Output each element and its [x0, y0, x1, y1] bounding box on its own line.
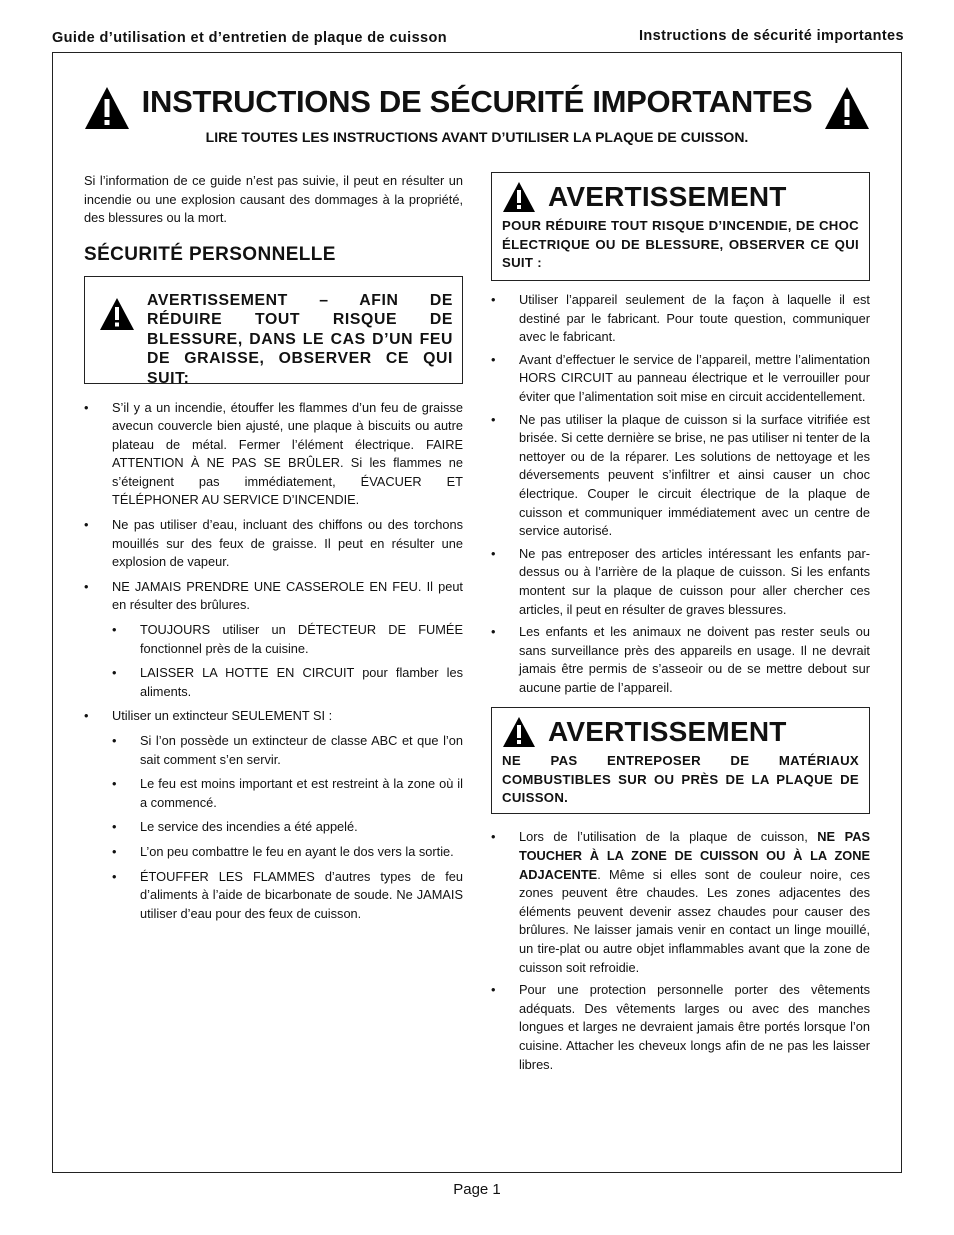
list-item: • L’on peu combattre le feu en ayant le dos vers la sortie.: [84, 843, 463, 862]
cooking-zone-list: [491, 828, 870, 1074]
extinguisher-list: [84, 707, 463, 726]
left-column: [84, 172, 463, 923]
warning-triangle-icon: [502, 181, 536, 213]
list-item: • S’il y a un incendie, étouffer les flammes d’un feu de graisse avecun couvercle bien ajusté, une plaque à biscuits ou autre plateau de métal. Fermer l’élément électrique. FAIRE ATTENTION À NE PAS SE BRÛLER. Si les flammes ne s’éteignent pas immédiatement, ÉVACUER ET TÉLÉPHONER AU SERVICE D’INCENDIE.: [84, 399, 463, 511]
grease-fire-warning-box: [84, 276, 463, 387]
header-section-title: Instructions de sécurité importantes: [639, 28, 904, 44]
warning-text: AVERTISSEMENT – AFIN DE RÉDUIRE TOUT RISQUE DE BLESSURE, DANS LE CAS D’UN FEU DE GRAISSE, OBSERVER CE QUI SUIT:: [147, 291, 453, 387]
list-item: • Ne pas utiliser d’eau, incluant des chiffons ou des torchons mouillés sur des feux de graisse. Il peut en résulter une explosion de vapeur.: [84, 516, 463, 572]
list-item: • NE JAMAIS PRENDRE UNE CASSEROLE EN FEU. Il peut en résulter des brûlures.: [84, 578, 463, 615]
warning-label: AVERTISSEMENT: [548, 716, 787, 748]
bullet-text: Lors de l’utilisation de la plaque de cuisson,: [519, 829, 818, 845]
warning-triangle-icon: [84, 86, 130, 130]
page-number: Page 1: [453, 1181, 501, 1198]
warning-text: POUR RÉDUIRE TOUT RISQUE D’INCENDIE, DE CHOC ÉLECTRIQUE OU DE BLESSURE, OBSERVER CE QUI SUIT :: [502, 218, 859, 270]
safety-list: [491, 291, 870, 697]
list-item: • Le feu est moins important et est restreint à la zone où il a commencé.: [84, 775, 463, 812]
list-item: [491, 828, 870, 977]
section-heading: SÉCURITÉ PERSONNELLE: [84, 243, 336, 265]
page-title: INSTRUCTIONS DE SÉCURITÉ IMPORTANTES: [141, 84, 813, 119]
list-item: • Utiliser l’appareil seulement de la façon à laquelle il est destiné par le fabricant. Pour toute question, communiquer avec le fabricant.: [491, 291, 870, 347]
bullet-text: . Même si elles sont de couleur noire, ces zones peuvent être chaudes. Les zones adjacentes des éléments peuvent devenir assez chaudes pour causer des brûlures. Ne laisser jamais venir en contact un linge mouillé, un tire-plat ou autre objet inflammables avant que la zone de cuisson soit refroidie.: [519, 866, 870, 975]
bullet-emphasis: NE PAS TOUCHER À LA ZONE DE CUISSON OU À LA ZONE ADJACENTE: [519, 829, 870, 882]
warning-label: AVERTISSEMENT: [548, 181, 787, 212]
pan-fire-sublist: [84, 621, 463, 701]
list-item: • Avant d’effectuer le service de l’appareil, mettre l’alimentation HORS CIRCUIT au panneau électrique et le verrouiller pour éviter que l’alimentation soit mise en circuit accidentellement.: [491, 351, 870, 407]
intro-paragraph: Si l’information de ce guide n’est pas suivie, il peut en résulter un incendie ou une explosion causant des dommages à la propriété, des blessures ou la mort.: [84, 173, 463, 225]
warning-triangle-icon: [502, 716, 536, 748]
page-subtitle: LIRE TOUTES LES INSTRUCTIONS AVANT D’UTILISER LA PLAQUE DE CUISSON.: [205, 129, 749, 145]
list-item: • Les enfants et les animaux ne doivent pas rester seuls ou sans surveillance près des appareils en usage. Il ne devrait jamais être permis de s’asseoir ou de se mettre debout sur aucune partie de l’appareil.: [491, 623, 870, 697]
fire-shock-warning-box: [491, 172, 870, 281]
right-column: [491, 172, 870, 1074]
extinguisher-sublist: [84, 732, 463, 923]
warning-text: NE PAS ENTREPOSER DE MATÉRIAUX COMBUSTIBLES SUR OU PRÈS DE LA PLAQUE DE CUISSON.: [502, 753, 859, 806]
list-item: • Ne pas utiliser la plaque de cuisson si la surface vitrifiée est brisée. Si cette dernière se brise, ne pas utiliser ni tenter de la nettoyer ou de la réparer. Les solutions de nettoyage et les déversements peuvent s’infiltrer et ainsi causer un choc électrique. Couper le circuit électrique de la plaque de cuisson et communiquer immédiatement avec un centre de service autorisé.: [491, 411, 870, 541]
list-item: • ÉTOUFFER LES FLAMMES d’autres types de feu d’aliments à l’aide de bicarbonate de soude. Ne JAMAIS utiliser d’eau pour des feux de cuisson.: [84, 868, 463, 924]
list-item: • TOUJOURS utiliser un DÉTECTEUR DE FUMÉE fonctionnel près de la cuisine.: [84, 621, 463, 658]
list-item: • Pour une protection personnelle porter des vêtements adéquats. Des vêtements larges ou avec des manches longues et larges ne devraient jamais être portés lorsque l’on cuisine. Attacher les cheveux longs afin de ne pas les laisser libres.: [491, 981, 870, 1074]
warning-triangle-icon: [99, 297, 135, 331]
list-item: • Si l’on possède un extincteur de classe ABC et que l’on sait comment s’en servir.: [84, 732, 463, 769]
list-item: • Utiliser un extincteur SEULEMENT SI :: [84, 707, 463, 726]
list-item: • Ne pas entreposer des articles intéressant les enfants par-dessus ou à l’arrière de la plaque de cuisson. Si les enfants montent sur la plaque de cuisson pour aller chercher ces articles, il peut en résulter de graves blessures.: [491, 545, 870, 619]
list-item: • LAISSER LA HOTTE EN CIRCUIT pour flamber les aliments.: [84, 664, 463, 701]
list-item: • Le service des incendies a été appelé.: [84, 818, 463, 837]
header-guide-title: Guide d’utilisation et d’entretien de plaque de cuisson: [52, 30, 448, 46]
warning-triangle-icon: [824, 86, 870, 130]
grease-fire-list: [84, 399, 463, 616]
combustibles-warning-box: [491, 707, 870, 814]
main-title-block: [84, 84, 870, 134]
